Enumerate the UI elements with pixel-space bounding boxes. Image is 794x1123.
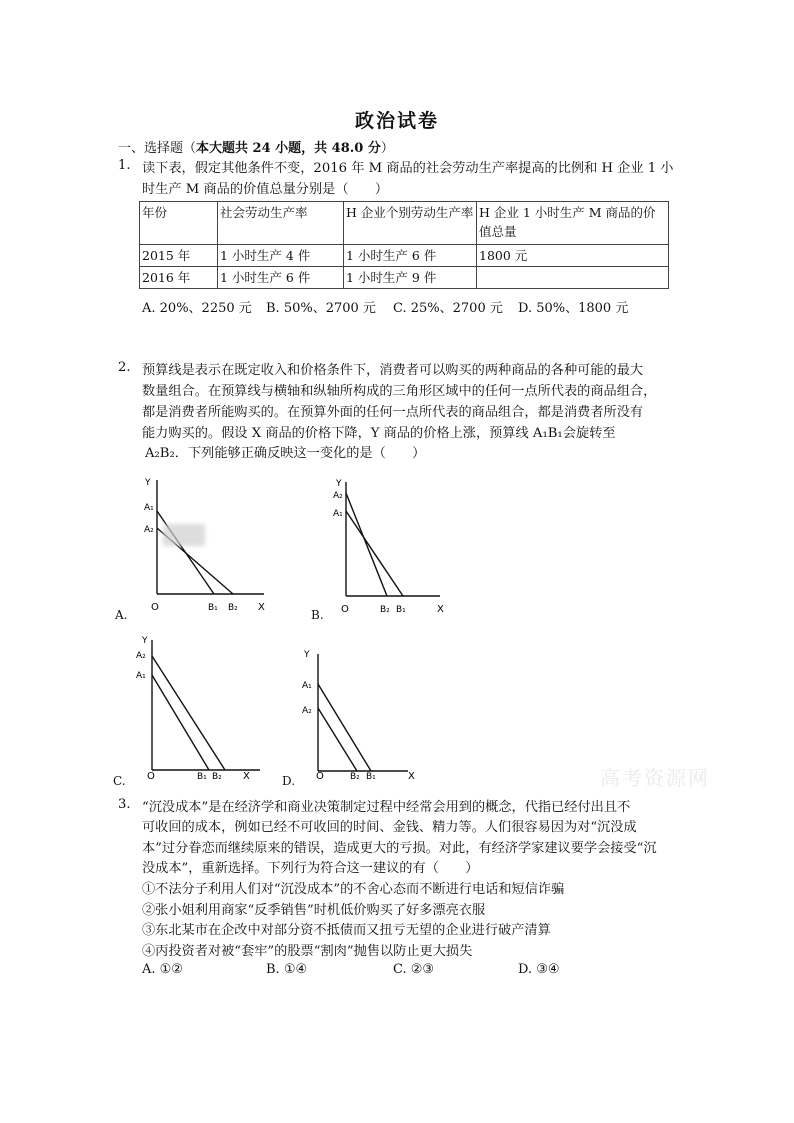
y-axis-label: Y: [304, 650, 310, 660]
q3-option-b[interactable]: B. ①④: [266, 962, 308, 977]
x-axis-label: X: [243, 771, 250, 782]
graph-a-label[interactable]: A.: [115, 608, 128, 622]
a1-label: A₁: [136, 671, 146, 681]
section-count: 本大题共 24 小题，共 48.0 分: [196, 141, 381, 156]
origin-label: O: [316, 771, 324, 782]
table-header-cell: 社会劳动生产率: [218, 202, 344, 245]
table-row: [140, 245, 669, 267]
graph-d-label[interactable]: D.: [282, 774, 296, 788]
q3-statement-3: ③东北某市在企改中对部分资不抵债而又扭亏无望的企业进行破产清算: [142, 923, 551, 938]
x-axis-label: X: [408, 771, 415, 782]
q2-line-1: 预算线是表示在既定收入和价格条件下，消费者可以购买的两种商品的各种可能的最大: [142, 363, 644, 378]
section-suffix: ）: [380, 141, 394, 156]
q3-statement-4: ④丙投资者对被“套牢”的股票“割肉”抛售以防止更大损失: [142, 944, 473, 959]
budget-line-2: [346, 493, 387, 596]
x-axis-label: X: [258, 602, 265, 613]
page-title: 政治试卷: [354, 110, 439, 132]
budget-line-2: [152, 656, 225, 770]
a2-label: A₂: [333, 491, 343, 501]
q1-option-c[interactable]: C. 25%、2700 元: [393, 301, 503, 316]
graph-c: [130, 632, 270, 787]
q3-number: 3.: [118, 797, 131, 812]
b2-label: B₂: [212, 772, 222, 782]
q3-line-2: 可收回的成本，例如已经不可收回的时间、金钱、精力等。人们很容易因为对“沉没成: [142, 820, 637, 835]
watermark: 高考资源网: [600, 766, 710, 790]
graph-d: [296, 644, 436, 789]
table-header-cell: 年份: [140, 202, 218, 245]
a2-label: A₂: [136, 651, 146, 661]
q2-number: 2.: [118, 360, 131, 375]
q3-statement-1: ①不法分子利用人们对“沉没成本”的不舍心态而不断进行电话和短信诈骗: [142, 882, 565, 897]
q1-table: [139, 201, 669, 289]
b2-label: B₂: [228, 603, 238, 613]
q1-option-a[interactable]: A. 20%、2250 元: [142, 301, 252, 316]
table-cell: 1 小时生产 9 件: [344, 267, 477, 289]
q1-number: 1.: [118, 158, 131, 173]
b1-label: B₁: [366, 772, 376, 782]
table-cell: 1 小时生产 4 件: [218, 245, 344, 267]
graph-b-label[interactable]: B.: [311, 608, 324, 622]
a2-label: A₂: [302, 706, 312, 716]
table-header-cell: H 企业 1 小时生产 M 商品的价值总量: [477, 202, 669, 245]
blurred-mark: [163, 524, 205, 546]
table-cell: 1 小时生产 6 件: [218, 267, 344, 289]
b1-label: B₁: [197, 772, 207, 782]
b1-label: B₁: [208, 603, 218, 613]
table-cell: [477, 267, 669, 289]
table-header-row: [140, 202, 669, 245]
a1-label: A₁: [302, 681, 312, 691]
y-axis-label: Y: [142, 636, 148, 646]
table-header-cell: H 企业个别劳动生产率: [344, 202, 477, 245]
a1-label: A₁: [333, 509, 343, 519]
y-axis-label: Y: [336, 479, 342, 489]
b1-label: B₁: [396, 605, 406, 615]
q2-line-4: 能力购买的。假设 X 商品的价格下降，Y 商品的价格上涨，预算线 A₁B₁会旋转至: [142, 426, 616, 441]
q3-line-3: 本”过分眷恋而继续原来的错误，造成更大的亏损。对此，有经济学家建议要学会接受“沉: [142, 841, 657, 856]
q1-option-d[interactable]: D. 50%、1800 元: [518, 301, 629, 316]
origin-label: O: [341, 604, 349, 615]
q1-option-b[interactable]: B. 50%、2700 元: [266, 301, 376, 316]
q2-line-5: A₂B₂．下列能够正确反映这一变化的是（ ）: [145, 446, 426, 461]
origin-label: O: [147, 771, 155, 782]
table-cell: 2016 年: [140, 267, 218, 289]
section-prefix: 一、选择题（: [118, 141, 197, 156]
q3-line-1: “沉没成本”是在经济学和商业决策制定过程中经常会用到的概念，代指已经付出且不: [142, 800, 631, 815]
section-heading: [118, 137, 394, 156]
b2-label: B₂: [380, 605, 390, 615]
q3-line-4: 没成本”，重新选择。下列行为符合这一建议的有（ ）: [142, 861, 479, 876]
y-axis-label: Y: [145, 478, 151, 488]
q3-options: [142, 962, 560, 977]
budget-line-1: [346, 511, 403, 596]
a1-label: A₁: [144, 503, 154, 513]
table-cell: 2015 年: [140, 245, 218, 267]
q3-option-a[interactable]: A. ①②: [142, 962, 183, 977]
x-axis-label: X: [437, 604, 444, 615]
table-cell: 1800 元: [477, 245, 669, 267]
q3-option-d[interactable]: D. ③④: [518, 962, 560, 977]
graph-b: [330, 476, 470, 616]
graph-c-label[interactable]: C.: [113, 774, 126, 788]
a2-label: A₂: [144, 525, 154, 535]
budget-line-1: [152, 675, 209, 770]
q1-line-2: 时生产 M 商品的价值总量分别是（ ）: [142, 182, 389, 197]
b2-label: B₂: [350, 772, 360, 782]
table-row: [140, 267, 669, 289]
q2-line-3: 都是消费者所能购买的。在预算外面的任何一点所代表的商品组合，都是消费者所没有: [142, 405, 644, 420]
q1-options: [142, 297, 628, 316]
q3-statement-2: ②张小姐利用商家“反季销售”时机低价购买了好多漂亮衣服: [142, 903, 486, 918]
q3-option-c[interactable]: C. ②③: [393, 962, 435, 977]
q2-line-2: 数量组合。在预算线与横轴和纵轴所构成的三角形区域中的任何一点所代表的商品组合，: [142, 384, 657, 399]
origin-label: O: [151, 602, 159, 613]
graph-a: [136, 476, 276, 616]
budget-line-1: [318, 684, 371, 771]
q1-line-1: 读下表，假定其他条件不变，2016 年 M 商品的社会劳动生产率提高的比例和 H 企业 1 小: [142, 161, 674, 176]
table-cell: 1 小时生产 6 件: [344, 245, 477, 267]
